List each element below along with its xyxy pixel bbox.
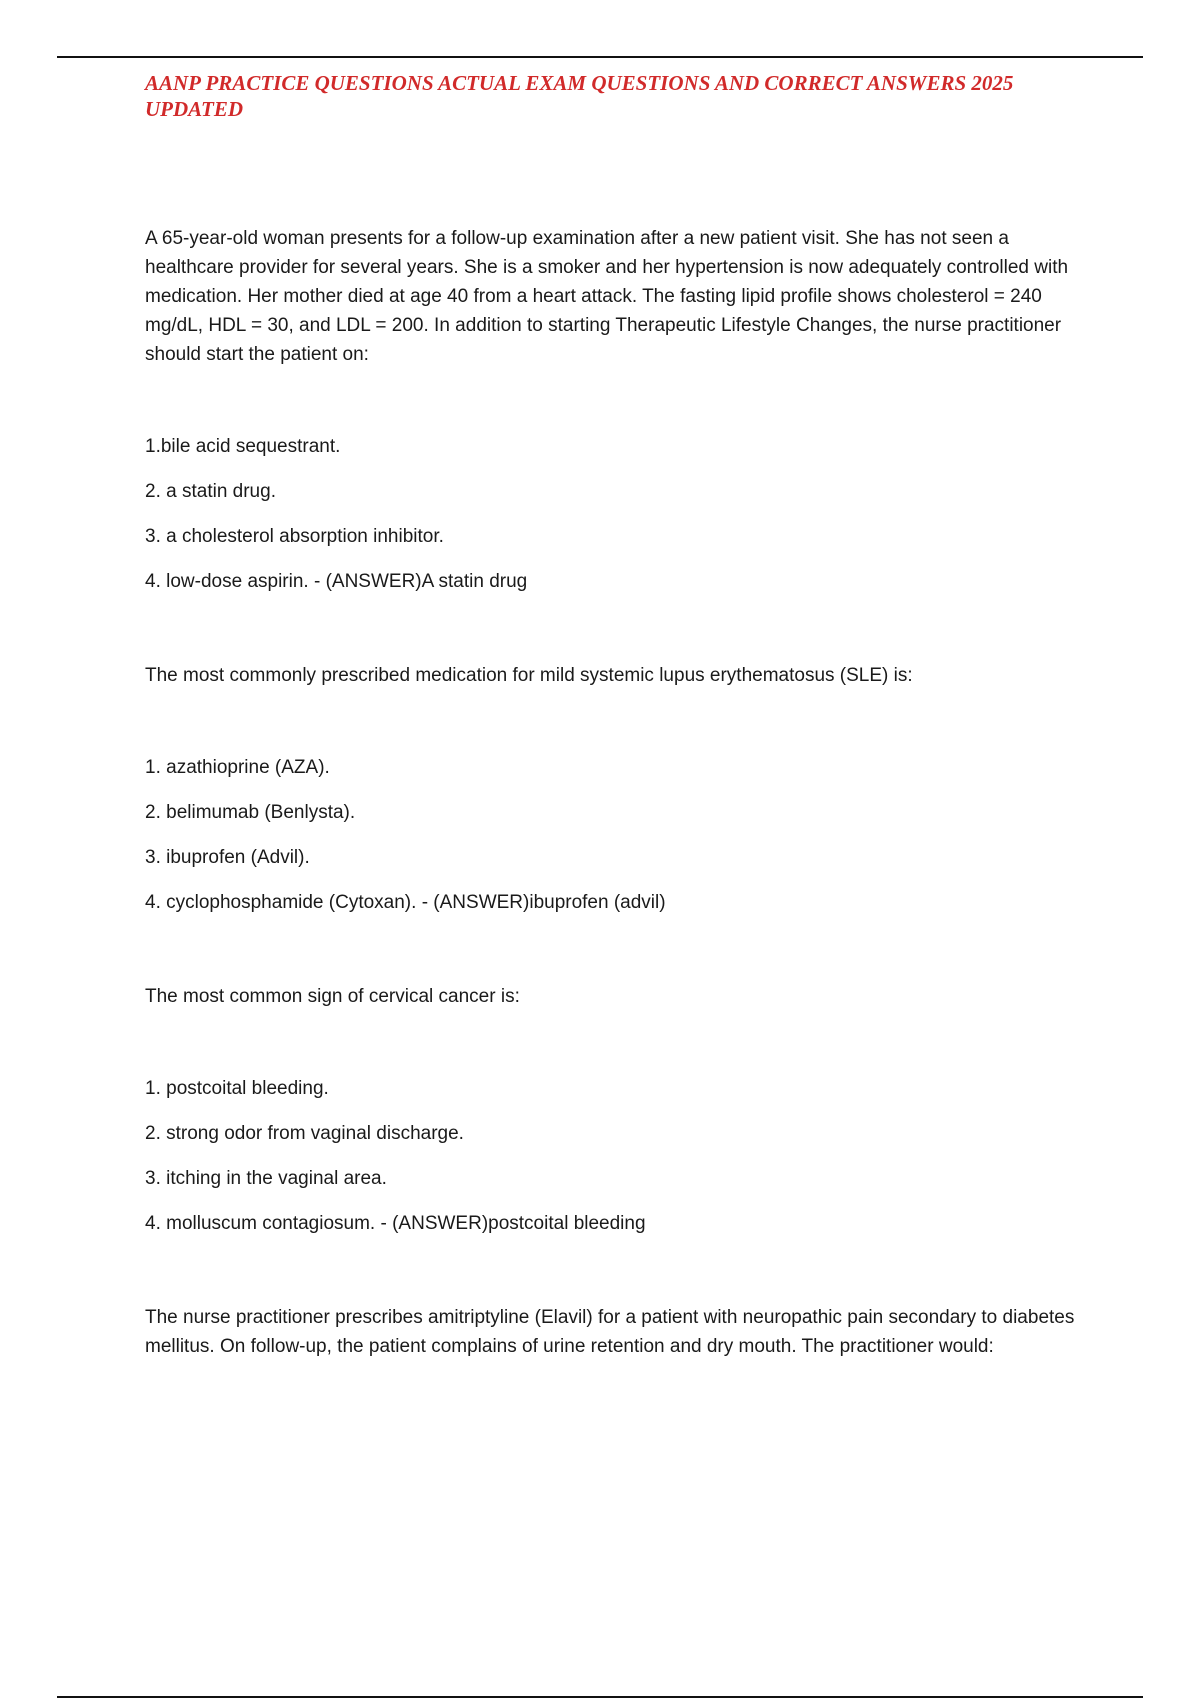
answer-option: 2. a statin drug. <box>145 481 276 502</box>
question-text: A 65-year-old woman presents for a follow-up examination after a new patient visit. She has not seen a healthcare provider for several years. She is a smoker and her hypertension is now adequately controlled with medication. Her mother died at age 40 from a heart attack. The fasting lipid profile shows cholesterol = 240 mg/dL, HDL = 30, and LDL = 200. In addition to starting Therapeutic Lifestyle Changes, the nurse practitioner should start the patient on: <box>145 228 1069 365</box>
question-2 <box>145 661 1085 917</box>
top-rule <box>57 56 1143 58</box>
question-3 <box>145 982 1085 1238</box>
question-text: The nurse practitioner prescribes amitriptyline (Elavil) for a patient with neuropathic pain secondary to diabetes mellitus. On follow-up, the patient complains of urine retention and dry mouth. The practitioner would: <box>145 1307 1075 1357</box>
answer-option: 2. belimumab (Benlysta). <box>145 802 356 823</box>
answer-option-with-answer: 4. cyclophosphamide (Cytoxan). - (ANSWER)ibuprofen (advil) <box>145 892 666 913</box>
answer-option: 1.bile acid sequestrant. <box>145 436 341 457</box>
answer-option: 1. postcoital bleeding. <box>145 1078 329 1099</box>
question-4 <box>145 1303 1085 1361</box>
question-1 <box>145 224 1085 596</box>
answer-options <box>145 432 1085 596</box>
answer-options <box>145 753 1085 917</box>
answer-option: 3. itching in the vaginal area. <box>145 1168 387 1189</box>
answer-options <box>145 1074 1085 1238</box>
answer-option: 3. a cholesterol absorption inhibitor. <box>145 526 444 547</box>
document-title: AANP PRACTICE QUESTIONS ACTUAL EXAM QUESTIONS AND CORRECT ANSWERS 2025 UPDATED <box>145 71 1014 121</box>
answer-option: 3. ibuprofen (Advil). <box>145 847 310 868</box>
bottom-rule <box>57 1696 1143 1698</box>
answer-option: 1. azathioprine (AZA). <box>145 757 330 778</box>
question-text: The most common sign of cervical cancer is: <box>145 986 520 1007</box>
document-body <box>145 224 1085 1424</box>
answer-option-with-answer: 4. molluscum contagiosum. - (ANSWER)postcoital bleeding <box>145 1213 646 1234</box>
question-text: The most commonly prescribed medication for mild systemic lupus erythematosus (SLE) is: <box>145 665 913 686</box>
answer-option: 2. strong odor from vaginal discharge. <box>145 1123 464 1144</box>
answer-option-with-answer: 4. low-dose aspirin. - (ANSWER)A statin drug <box>145 571 528 592</box>
